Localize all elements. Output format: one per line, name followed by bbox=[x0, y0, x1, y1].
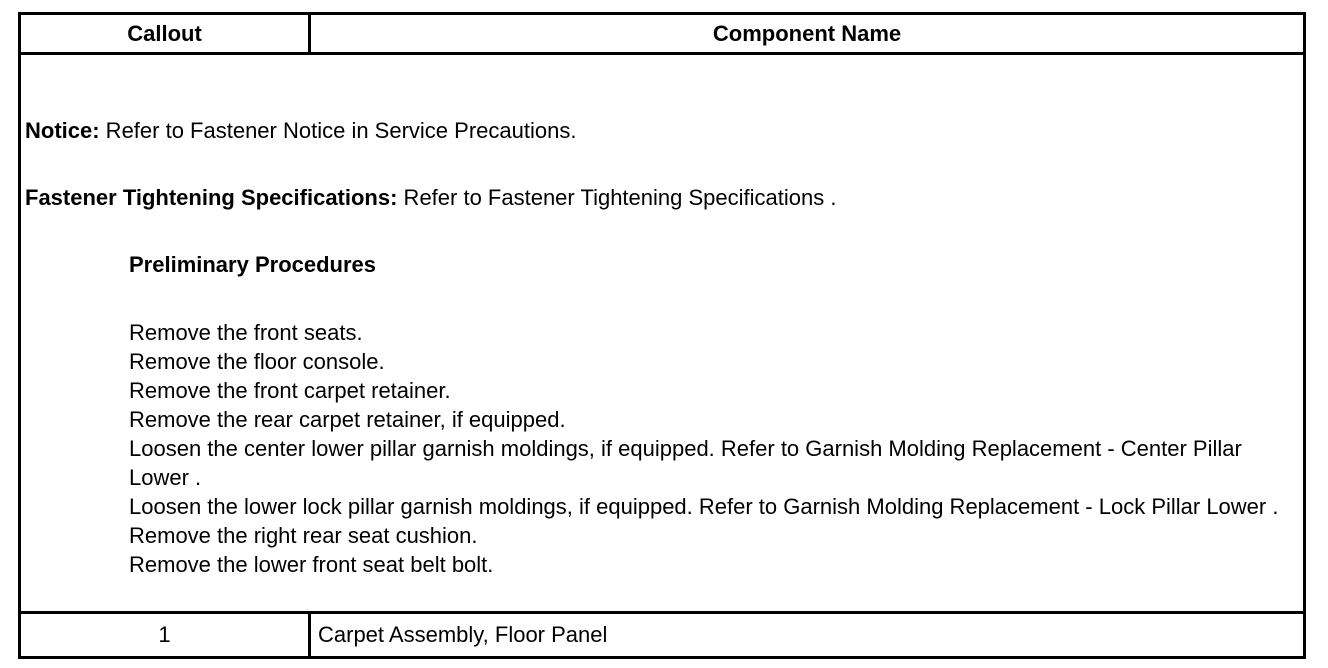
component-table bbox=[18, 12, 1306, 659]
preliminary-step: Remove the right rear seat cushion. bbox=[129, 523, 478, 548]
procedure-notes-row bbox=[21, 55, 1303, 614]
callout-cell: 1 bbox=[21, 614, 311, 656]
preliminary-step: Remove the floor console. bbox=[129, 349, 385, 374]
preliminary-steps-list bbox=[129, 318, 1299, 579]
tightening-spec-line bbox=[25, 184, 1299, 212]
notice-line bbox=[25, 117, 1299, 145]
notice-label: Notice: bbox=[25, 118, 100, 143]
preliminary-procedures-title: Preliminary Procedures bbox=[129, 252, 377, 277]
procedure-notes bbox=[25, 117, 1299, 579]
preliminary-step: Loosen the lower lock pillar garnish moldings, if equipped. Refer to Garnish Molding Replacement - Lock Pillar Lower . bbox=[129, 494, 1279, 519]
preliminary-step: Remove the lower front seat belt bolt. bbox=[129, 552, 494, 577]
notice-text: Refer to Fastener Notice in Service Precautions. bbox=[99, 118, 577, 143]
preliminary-step: Remove the rear carpet retainer, if equipped. bbox=[129, 407, 566, 432]
table-row bbox=[21, 614, 1303, 656]
preliminary-procedures bbox=[129, 251, 1299, 579]
component-name-column-header: Component Name bbox=[712, 20, 902, 46]
callout-column-header: Callout bbox=[21, 15, 311, 52]
tightening-spec-text: Refer to Fastener Tightening Specifications . bbox=[397, 185, 837, 210]
table-header-row bbox=[21, 15, 1303, 55]
component-name-cell: Carpet Assembly, Floor Panel bbox=[318, 622, 608, 647]
tightening-spec-label: Fastener Tightening Specifications: bbox=[25, 185, 398, 210]
preliminary-step: Loosen the center lower pillar garnish moldings, if equipped. Refer to Garnish Molding Replacement - Center Pillar Lower . bbox=[129, 436, 1242, 490]
preliminary-step: Remove the front seats. bbox=[129, 320, 363, 345]
preliminary-step: Remove the front carpet retainer. bbox=[129, 378, 451, 403]
